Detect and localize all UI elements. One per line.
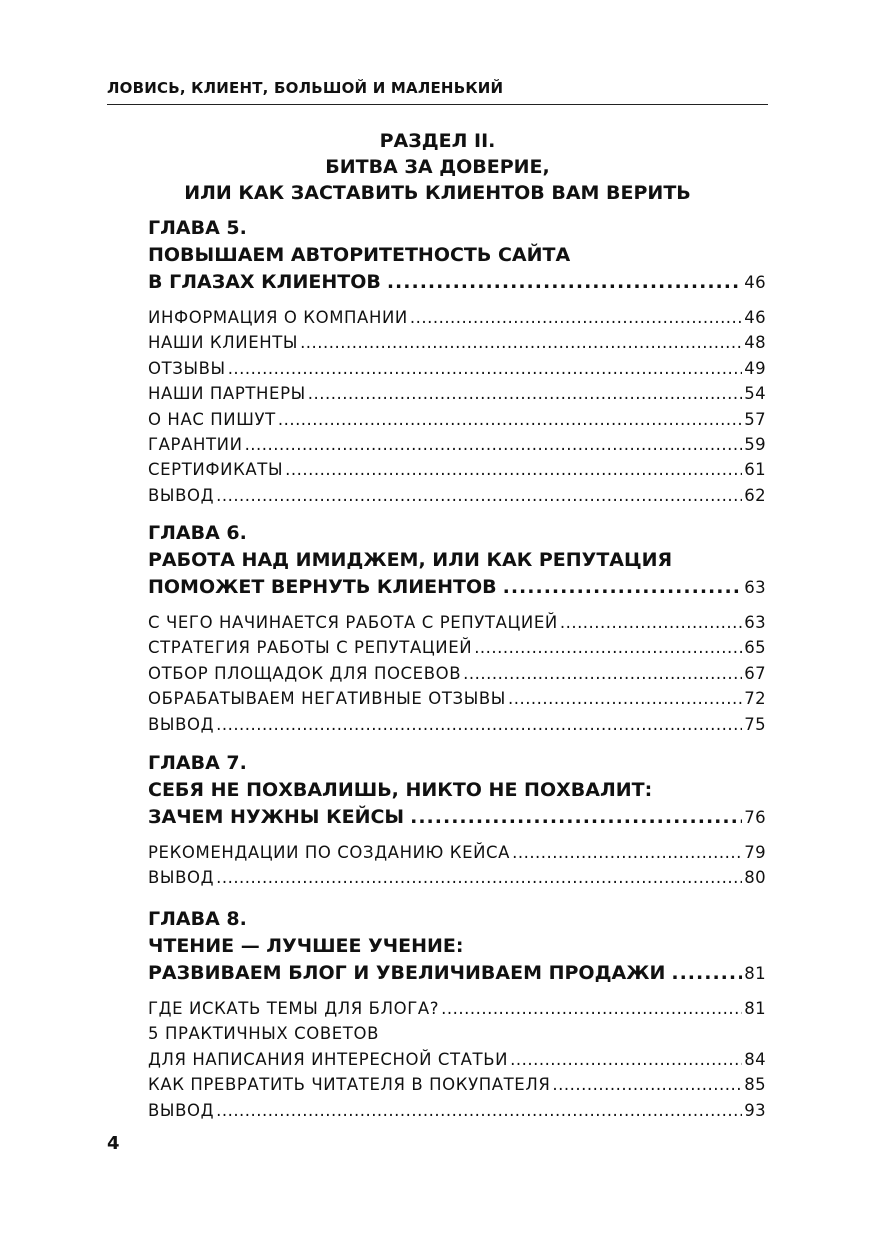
dot-leader	[441, 996, 742, 1021]
entry-title: ГДЕ ИСКАТЬ ТЕМЫ ДЛЯ БЛОГА?	[148, 999, 440, 1018]
dot-leader	[512, 840, 742, 865]
chapter-title: В ГЛАЗАХ КЛИЕНТОВ	[148, 271, 381, 293]
page-number: 63	[744, 613, 766, 632]
page-number: 67	[744, 663, 766, 683]
dot-leader	[463, 661, 742, 686]
page-number: 84	[744, 1049, 766, 1069]
page-number: 75	[744, 714, 766, 734]
chapter-title-line: РАБОТА НАД ИМИДЖЕМ, ИЛИ КАК РЕПУТАЦИЯ	[148, 549, 673, 571]
dot-leader	[278, 407, 742, 432]
chapter-title-entry[interactable]	[148, 574, 766, 601]
page-number: 72	[744, 689, 766, 709]
chapter-title: ЗАЧЕМ НУЖНЫ КЕЙСЫ	[148, 806, 405, 828]
toc-entry[interactable]	[148, 1072, 766, 1097]
toc-entry[interactable]	[148, 407, 766, 432]
toc-entry[interactable]	[148, 381, 766, 406]
chapter-title-entry[interactable]	[148, 269, 766, 296]
chapter-title: РАЗВИВАЕМ БЛОГ И УВЕЛИЧИВАЕМ ПРОДАЖИ	[148, 962, 666, 984]
entry-title: ИНФОРМАЦИЯ О КОМПАНИИ	[148, 308, 408, 327]
section-label: РАЗДЕЛ II.	[379, 130, 496, 152]
page-number: 62	[744, 485, 766, 505]
page-number: 48	[744, 333, 766, 353]
entry-title: ОТЗЫВЫ	[148, 358, 226, 378]
toc-entry[interactable]	[148, 712, 766, 737]
chapter-title-line: ЧТЕНИЕ — ЛУЧШЕЕ УЧЕНИЕ:	[148, 935, 464, 957]
dot-leader	[285, 457, 742, 482]
section-title-line-1: БИТВА ЗА ДОВЕРИЕ,	[325, 156, 550, 178]
page-number: 76	[744, 808, 766, 827]
dot-leader	[216, 483, 742, 508]
page-number: 57	[744, 409, 766, 429]
page-number: 81	[744, 964, 766, 983]
entry-title: НАШИ ПАРТНЕРЫ	[148, 384, 306, 404]
dot-leader	[216, 865, 742, 890]
entry-title: ГАРАНТИИ	[148, 435, 243, 455]
chapter-7	[148, 750, 766, 891]
toc-entry[interactable]	[148, 330, 766, 355]
chapter-title-line: СЕБЯ НЕ ПОХВАЛИШЬ, НИКТО НЕ ПОХВАЛИТ:	[148, 779, 653, 801]
entry-title: СЕРТИФИКАТЫ	[148, 460, 284, 480]
entry-title: ВЫВОД	[148, 485, 215, 505]
chapter-title-entry[interactable]	[148, 804, 766, 831]
entry-title: О НАС ПИШУТ	[148, 409, 276, 429]
dot-leader	[245, 432, 743, 457]
page-number-folio: 4	[107, 1133, 120, 1154]
page-number: 54	[744, 384, 766, 404]
toc-entry[interactable]	[148, 840, 766, 865]
entry-title: ДЛЯ НАПИСАНИЯ ИНТЕРЕСНОЙ СТАТЬИ	[148, 1049, 509, 1069]
chapter-title-line: ПОВЫШАЕМ АВТОРИТЕТНОСТЬ САЙТА	[148, 244, 571, 266]
dot-leader	[508, 686, 742, 711]
entry-title: ВЫВОД	[148, 868, 215, 888]
dot-leader	[510, 1047, 742, 1072]
entry-title: ОБРАБАТЫВАЕМ НЕГАТИВНЫЕ ОТЗЫВЫ	[148, 689, 506, 709]
entry-title: КАК ПРЕВРАТИТЬ ЧИТАТЕЛЯ В ПОКУПАТЕЛЯ	[148, 1075, 551, 1095]
toc-entry[interactable]	[148, 457, 766, 482]
entry-title-line: 5 ПРАКТИЧНЫХ СОВЕТОВ	[148, 1024, 379, 1044]
toc-entry[interactable]	[148, 996, 766, 1021]
page-number: 59	[744, 435, 766, 455]
section-title-line-2: ИЛИ КАК ЗАСТАВИТЬ КЛИЕНТОВ ВАМ ВЕРИТЬ	[184, 182, 691, 204]
toc-entry[interactable]	[148, 305, 766, 330]
dot-leader	[671, 960, 742, 987]
toc-entry[interactable]	[148, 483, 766, 508]
page-number: 80	[744, 868, 766, 888]
chapter-label: ГЛАВА 7.	[148, 752, 247, 774]
chapter-label: ГЛАВА 6.	[148, 522, 247, 544]
chapter-title-entry[interactable]	[148, 960, 766, 987]
dot-leader	[560, 610, 742, 635]
header-rule	[107, 104, 768, 105]
toc-entry[interactable]	[148, 356, 766, 381]
page-number: 79	[744, 843, 766, 862]
page-number: 46	[744, 308, 766, 327]
toc-entry[interactable]	[148, 610, 766, 635]
dot-leader	[216, 712, 742, 737]
dot-leader	[308, 381, 742, 406]
dot-leader	[410, 804, 742, 831]
toc-entry[interactable]	[148, 686, 766, 711]
toc-entry[interactable]	[148, 432, 766, 457]
page-number: 93	[744, 1100, 766, 1120]
chapter-8	[148, 906, 766, 1123]
entry-title: ОТБОР ПЛОЩАДОК ДЛЯ ПОСЕВОВ	[148, 663, 462, 683]
chapter-6	[148, 520, 766, 737]
page-number: 81	[744, 999, 766, 1018]
chapter-label: ГЛАВА 5.	[148, 217, 247, 239]
toc-entry[interactable]	[148, 1098, 766, 1123]
entry-title: РЕКОМЕНДАЦИИ ПО СОЗДАНИЮ КЕЙСА	[148, 843, 511, 862]
dot-leader	[228, 356, 743, 381]
toc-entry[interactable]	[148, 635, 766, 660]
running-head: ЛОВИСЬ, КЛИЕНТ, БОЛЬШОЙ И МАЛЕНЬКИЙ	[107, 79, 504, 97]
entry-title: ВЫВОД	[148, 714, 215, 734]
dot-leader	[387, 269, 742, 296]
page-number: 46	[744, 273, 766, 292]
dot-leader	[216, 1098, 742, 1123]
entry-title: С ЧЕГО НАЧИНАЕТСЯ РАБОТА С РЕПУТАЦИЕЙ	[148, 613, 558, 632]
chapter-5	[148, 215, 766, 508]
page-number: 61	[744, 460, 766, 480]
chapter-title: ПОМОЖЕТ ВЕРНУТЬ КЛИЕНТОВ	[148, 576, 497, 598]
entry-title: СТРАТЕГИЯ РАБОТЫ С РЕПУТАЦИЕЙ	[148, 638, 473, 658]
dot-leader	[552, 1072, 742, 1097]
entry-title: ВЫВОД	[148, 1100, 215, 1120]
toc-entry[interactable]	[148, 865, 766, 890]
toc-entry[interactable]	[148, 661, 766, 686]
page-number: 49	[744, 358, 766, 378]
dot-leader	[300, 330, 742, 355]
page-number: 63	[744, 578, 766, 597]
page-number: 85	[744, 1075, 766, 1095]
dot-leader	[474, 635, 742, 660]
page-number: 65	[744, 638, 766, 658]
chapter-label: ГЛАВА 8.	[148, 908, 247, 930]
entry-title: НАШИ КЛИЕНТЫ	[148, 333, 299, 353]
dot-leader	[503, 574, 743, 601]
dot-leader	[410, 305, 742, 330]
toc-entry[interactable]	[148, 1047, 766, 1072]
